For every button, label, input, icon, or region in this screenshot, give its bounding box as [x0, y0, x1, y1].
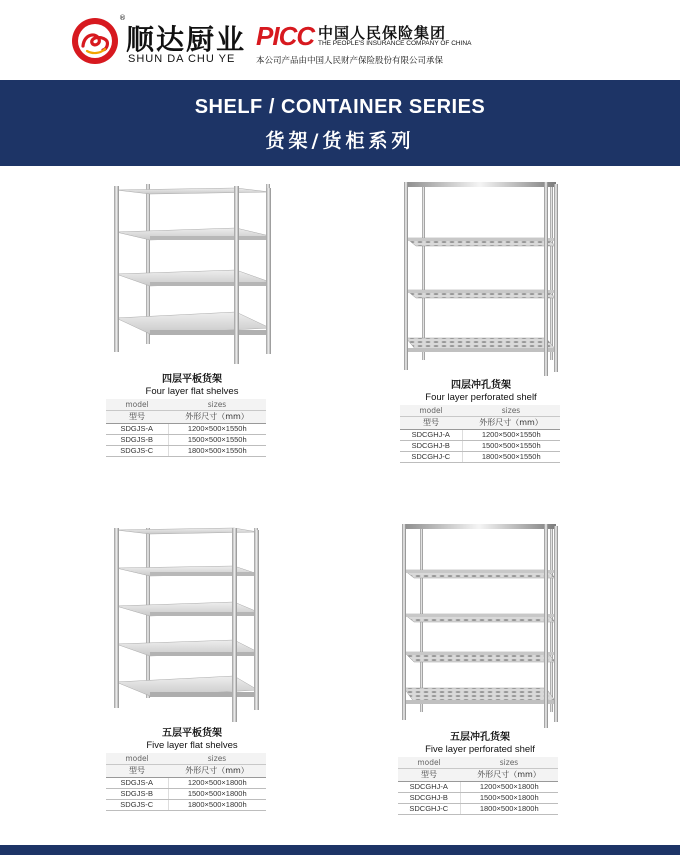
product-title-en: Five layer flat shelves — [146, 740, 238, 751]
col-model-cn: 型号 — [106, 764, 168, 777]
product-title-en: Four layer flat shelves — [145, 386, 239, 397]
size-cell: 1200×500×1550h — [462, 429, 560, 440]
product-five-layer-flat — [106, 524, 278, 811]
table-row — [400, 440, 560, 451]
col-model-en: model — [106, 753, 168, 764]
model-cell: SDGJS-A — [106, 423, 168, 434]
size-cell: 1800×500×1550h — [462, 451, 560, 462]
size-cell: 1500×500×1550h — [168, 434, 266, 445]
model-cell: SDCGHJ-B — [398, 792, 460, 803]
model-cell: SDCGHJ-B — [400, 440, 462, 451]
spec-table — [106, 399, 266, 457]
five-layer-flat-shelf-image — [106, 524, 278, 724]
col-model-cn: 型号 — [400, 416, 462, 429]
series-banner — [0, 80, 680, 166]
four-layer-flat-shelf-image — [106, 180, 278, 370]
product-title-cn: 四层冲孔货架 — [451, 380, 511, 391]
size-cell: 1500×500×1550h — [462, 440, 560, 451]
model-cell: SDGJS-A — [106, 777, 168, 788]
shunda-logo-icon — [70, 16, 120, 66]
product-title-cn: 五层冲孔货架 — [450, 732, 510, 743]
col-model-en: model — [400, 405, 462, 416]
table-row — [398, 792, 558, 803]
insurance-note: 本公司产品由中国人民财产保险股份有限公司承保 — [256, 56, 444, 66]
table-row — [106, 445, 266, 456]
model-cell: SDGJS-B — [106, 788, 168, 799]
col-size-cn: 外形尺寸（mm） — [460, 768, 558, 781]
registered-mark: ® — [119, 14, 126, 22]
table-row — [400, 429, 560, 440]
col-size-cn: 外形尺寸（mm） — [168, 764, 266, 777]
series-title-en: SHELF / CONTAINER SERIES — [194, 96, 486, 118]
table-row — [398, 781, 558, 792]
table-row — [400, 451, 560, 462]
five-layer-perforated-shelf-image — [398, 522, 562, 728]
table-row — [106, 788, 266, 799]
model-cell: SDGJS-B — [106, 434, 168, 445]
col-size-cn: 外形尺寸（mm） — [462, 416, 560, 429]
product-title-en: Five layer perforated shelf — [425, 744, 535, 755]
product-five-layer-perforated — [398, 522, 562, 815]
size-cell: 1800×500×1550h — [168, 445, 266, 456]
four-layer-perforated-shelf-image — [400, 180, 562, 376]
footer-bar — [0, 845, 680, 855]
page-header — [0, 0, 680, 80]
col-model-cn: 型号 — [398, 768, 460, 781]
spec-table — [106, 753, 266, 811]
size-cell: 1800×500×1800h — [168, 799, 266, 810]
table-row — [106, 777, 266, 788]
model-cell: SDCGHJ-C — [398, 803, 460, 814]
table-row — [398, 803, 558, 814]
col-size-cn: 外形尺寸（mm） — [168, 410, 266, 423]
col-model-en: model — [398, 757, 460, 768]
brand-name-en: SHUN DA CHU YE — [128, 53, 236, 65]
series-title-cn: 货架/货柜系列 — [265, 130, 415, 152]
col-size-en: sizes — [462, 405, 560, 416]
product-four-layer-flat — [106, 180, 278, 457]
product-title-cn: 四层平板货架 — [162, 374, 222, 385]
picc-name-en: THE PEOPLE'S INSURANCE COMPANY OF CHINA — [318, 40, 472, 47]
col-size-en: sizes — [168, 753, 266, 764]
model-cell: SDGJS-C — [106, 799, 168, 810]
picc-name-cn: 中国人民保险集团 — [318, 24, 447, 42]
model-cell: SDCGHJ-A — [400, 429, 462, 440]
size-cell: 1200×500×1800h — [460, 781, 558, 792]
col-model-cn: 型号 — [106, 410, 168, 423]
picc-logo: PICC — [256, 21, 315, 51]
size-cell: 1200×500×1550h — [168, 423, 266, 434]
brand-name-cn: 顺达厨业 — [126, 23, 247, 56]
spec-table — [400, 405, 560, 463]
model-cell: SDGJS-C — [106, 445, 168, 456]
product-title-cn: 五层平板货架 — [162, 728, 222, 739]
col-model-en: model — [106, 399, 168, 410]
size-cell: 1500×500×1800h — [168, 788, 266, 799]
product-four-layer-perforated — [400, 180, 562, 463]
col-size-en: sizes — [168, 399, 266, 410]
size-cell: 1200×500×1800h — [168, 777, 266, 788]
model-cell: SDCGHJ-C — [400, 451, 462, 462]
size-cell: 1500×500×1800h — [460, 792, 558, 803]
size-cell: 1800×500×1800h — [460, 803, 558, 814]
table-row — [106, 423, 266, 434]
spec-table — [398, 757, 558, 815]
table-row — [106, 434, 266, 445]
table-row — [106, 799, 266, 810]
product-title-en: Four layer perforated shelf — [425, 392, 537, 403]
col-size-en: sizes — [460, 757, 558, 768]
model-cell: SDCGHJ-A — [398, 781, 460, 792]
